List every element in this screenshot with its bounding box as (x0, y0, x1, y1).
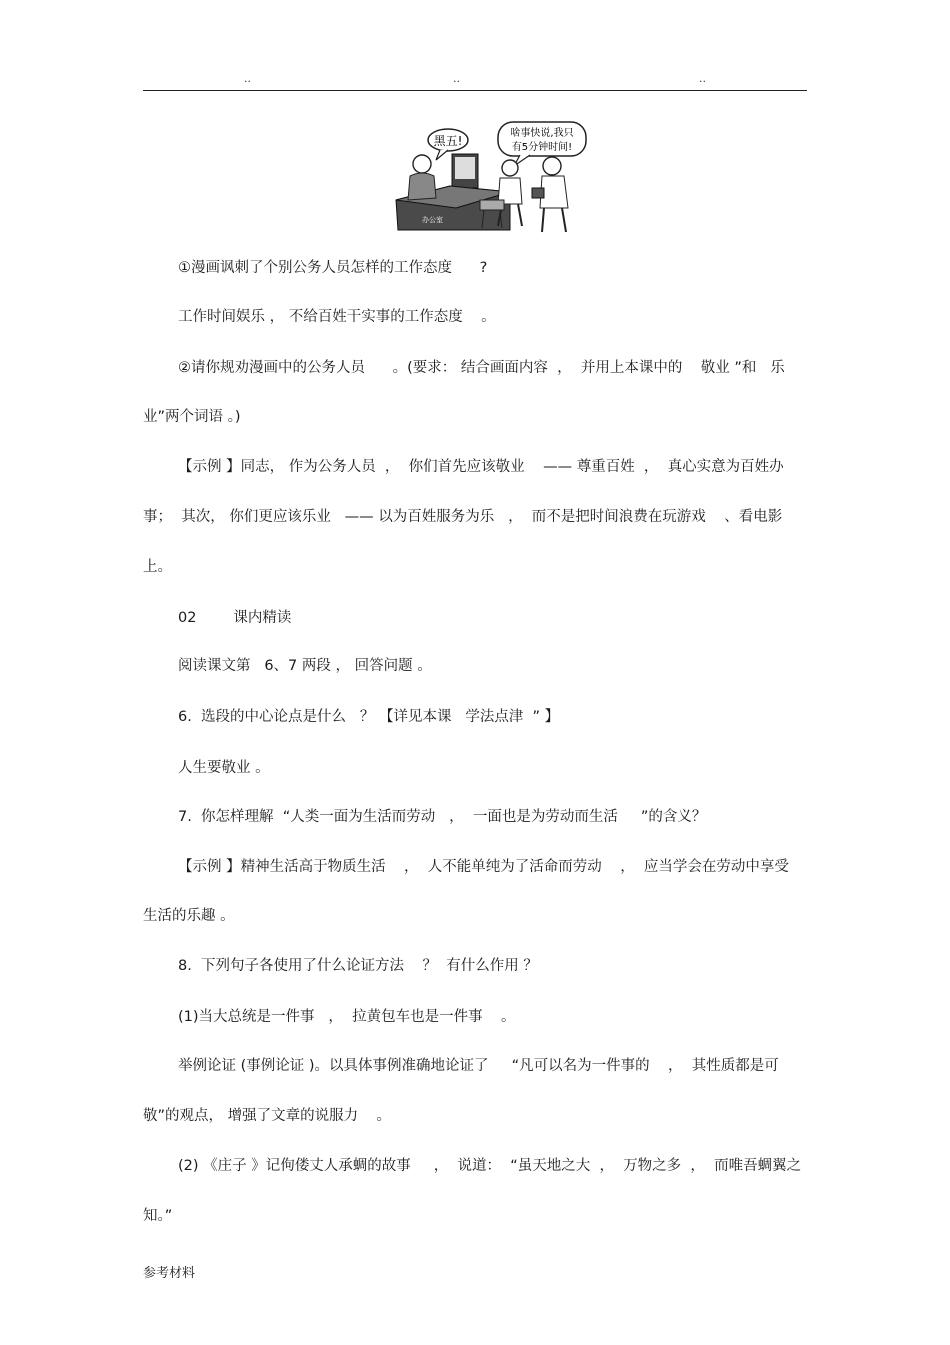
page-footer-label: 参考材料 (143, 1266, 196, 1281)
question-8-item-2-line2: 知。” (143, 1208, 173, 1224)
header-dots-right: .. (699, 72, 706, 85)
answer-6: 人生要敬业 。 (178, 760, 270, 776)
answer-7-line1: 【示例 】精神生活高于物质生活 ， 人不能单纯为了活命而劳动 ， 应当学会在劳动中享受 (178, 859, 789, 875)
question-1-prompt: ①漫画讽刺了个别公务人员怎样的工作态度 ? (178, 260, 488, 276)
answer-7-line2: 生活的乐趣 。 (143, 908, 235, 924)
header-dots-center: .. (453, 72, 460, 85)
question-2-prompt: ②请你规劝漫画中的公务人员 。(要求： 结合画面内容 ， 并用上本课中的 敬业 ”和 乐 (178, 360, 785, 376)
cartoon-bubble-right-line2: 有5分钟时间! (511, 142, 573, 153)
question-1-answer: 工作时间娱乐 ， 不给百姓干实事的工作态度 。 (178, 309, 496, 325)
cartoon-bubble-right-line1: 啥事快说,我只 (510, 128, 574, 139)
question-7: 7. 你怎样理解 “人类一面为生活而劳动 ， 一面也是为劳动而生活 ”的含义？ (178, 809, 707, 825)
cartoon-bubble-left: 黑五! (433, 134, 463, 148)
cartoon-illustration (392, 118, 592, 236)
header-rule (143, 90, 807, 91)
question-8-item-1: (1)当大总统是一件事 ， 拉黄包车也是一件事 。 (178, 1009, 516, 1025)
answer-8-1-line2: 敬”的观点， 增强了文章的说服力 。 (143, 1108, 392, 1124)
question-2-prompt-cont: 业”两个词语 。) (143, 409, 241, 425)
example-answer-line1: 【示例 】同志， 作为公务人员 ， 你们首先应该敬业 —— 尊重百姓 ， 真心实意为百姓办 (178, 459, 784, 475)
question-8-item-2-line1: (2) 《庄子 》记佝偻丈人承蜩的故事 ， 说道： “虽天地之大 ， 万物之多 ， 而唯吾蜩翼之 (178, 1158, 802, 1174)
answer-8-1-line1: 举例论证 (事例论证 )。以具体事例准确地论证了 “凡可以名为一件事的 ， 其性质都是可 (178, 1058, 779, 1074)
header-dots-left: .. (244, 72, 251, 85)
question-8: 8. 下列句子各使用了什么论证方法 ？ 有什么作用 ？ (178, 958, 538, 974)
example-answer-line3: 上。 (143, 559, 172, 575)
question-6: 6. 选段的中心论点是什么 ？ 【详见本课 学法点津 ” 】 (178, 709, 560, 725)
section-heading: 02 课内精读 (178, 610, 292, 626)
example-answer-line2: 事； 其次， 你们更应该乐业 —— 以为百姓服务为乐 ， 而不是把时间浪费在玩游戏 、看电影 (143, 509, 783, 525)
cartoon-desk-sign: 办公室 (422, 216, 443, 224)
reading-instruction: 阅读课文第 6、7 两段 ， 回答问题 。 (178, 658, 432, 674)
